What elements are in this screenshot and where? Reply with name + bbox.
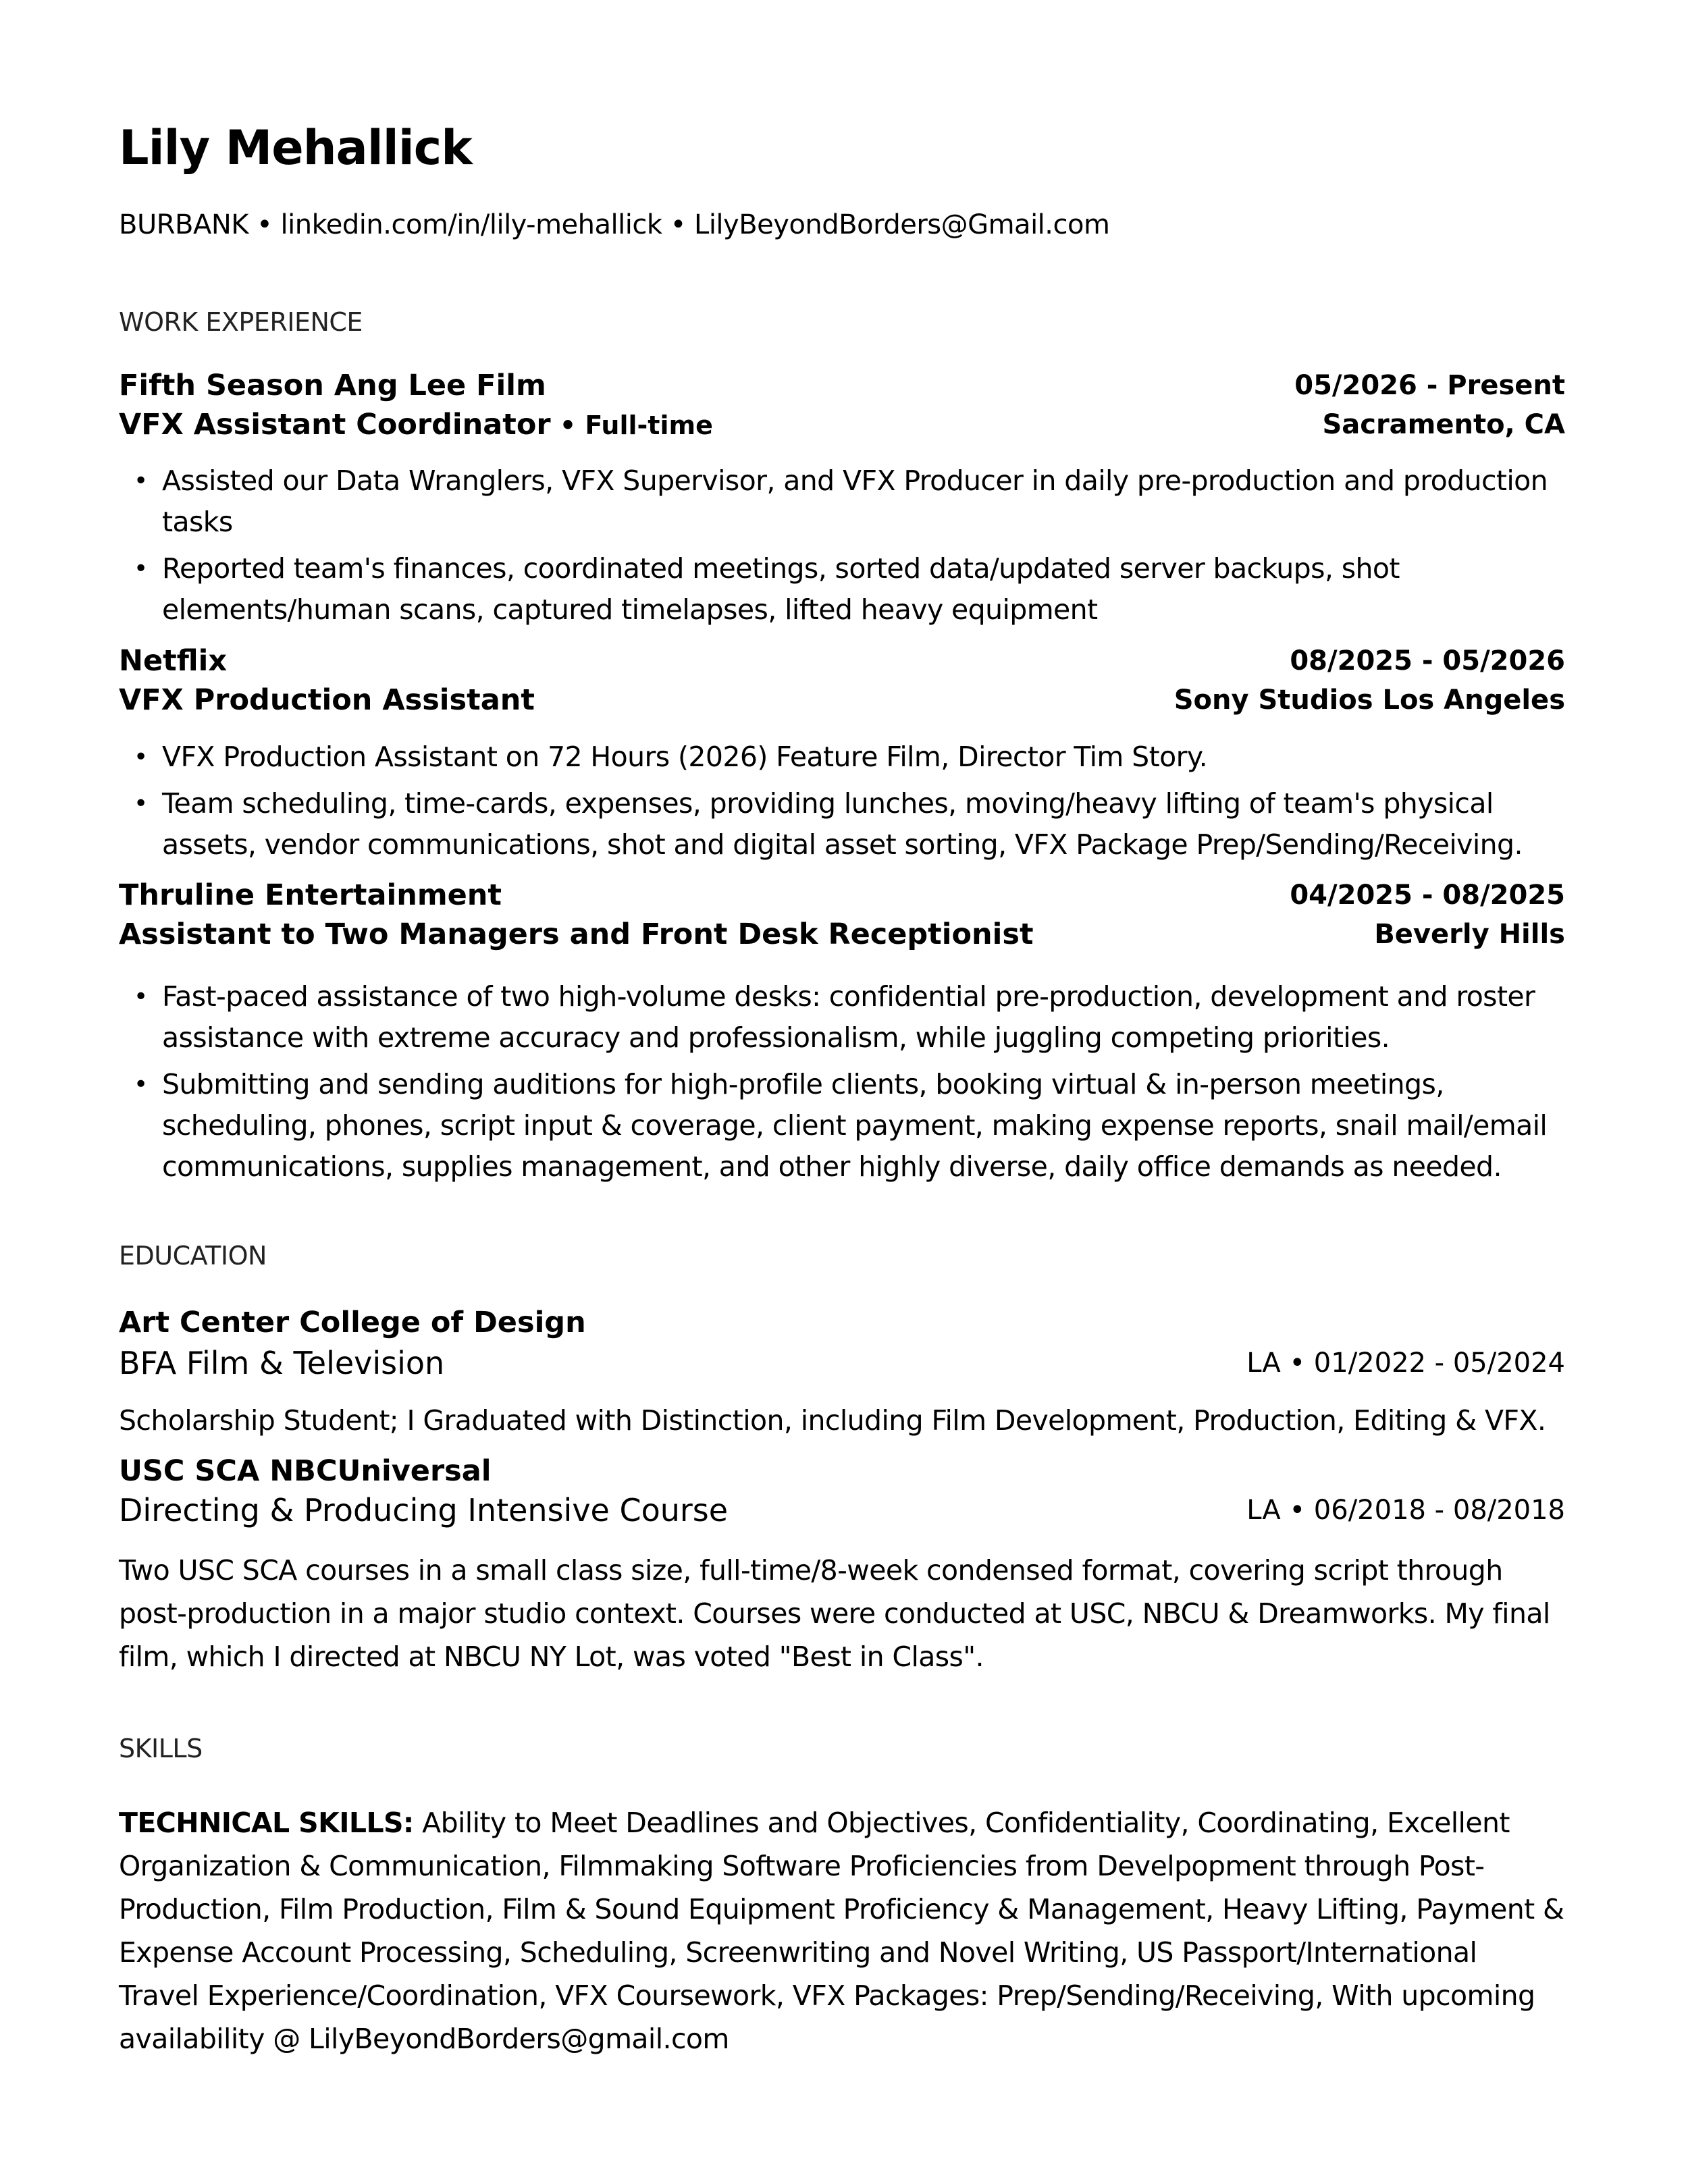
education-meta: LA • 01/2022 - 05/2024 bbox=[1246, 1348, 1565, 1379]
education-program-row bbox=[119, 1491, 1565, 1530]
job-employment-type: • Full-time bbox=[550, 410, 713, 440]
job-company: Thruline Entertainment bbox=[119, 878, 502, 912]
job-bullets bbox=[119, 737, 1565, 871]
education-school-row bbox=[119, 1451, 1565, 1491]
job-location: Sony Studios Los Angeles bbox=[1173, 685, 1565, 716]
job-bullet: • Submitting and sending auditions for high-profile clients, booking virtual & in-person meetings, scheduling, phones, script input & coverage, client payment, making expense reports, snail mail/email communications, supplies management, and other highly diverse, daily office demands as needed. bbox=[119, 1064, 1565, 1188]
skills-label: TECHNICAL SKILLS: bbox=[119, 1807, 414, 1839]
section-title-skills: SKILLS bbox=[119, 1734, 203, 1763]
job-bullet: • VFX Production Assistant on 72 Hours (2026) Feature Film, Director Tim Story. bbox=[119, 737, 1565, 778]
education-program: BFA Film & Television bbox=[119, 1345, 445, 1381]
job-bullets bbox=[119, 460, 1565, 636]
job-header-row bbox=[119, 641, 1565, 681]
job-title-group bbox=[119, 405, 713, 445]
job-location: Sacramento, CA bbox=[1322, 409, 1565, 440]
section-title-education: EDUCATION bbox=[119, 1241, 267, 1271]
education-school: USC SCA NBCUniversal bbox=[119, 1454, 492, 1488]
job-subheader-row bbox=[119, 915, 1565, 954]
skills-paragraph bbox=[119, 1801, 1565, 2060]
job-title: Assistant to Two Managers and Front Desk Receptionist bbox=[119, 917, 1034, 951]
education-meta: LA • 06/2018 - 08/2018 bbox=[1246, 1495, 1565, 1526]
job-bullets bbox=[119, 976, 1565, 1193]
job-dates: 04/2025 - 08/2025 bbox=[1290, 880, 1565, 911]
job-bullet: • Team scheduling, time-cards, expenses, providing lunches, moving/heavy lifting of team's physical assets, vendor communications, shot and digital asset sorting, VFX Package Prep/Sending/Receiving. bbox=[119, 783, 1565, 865]
job-bullet: • Assisted our Data Wranglers, VFX Supervisor, and VFX Producer in daily pre-production and production tasks bbox=[119, 460, 1565, 543]
education-school-row bbox=[119, 1303, 1565, 1342]
job-company: Netflix bbox=[119, 644, 228, 678]
candidate-name: Lily Mehallick bbox=[119, 120, 472, 176]
section-title-work: WORK EXPERIENCE bbox=[119, 307, 363, 337]
skills-text: Ability to Meet Deadlines and Objectives, Confidentiality, Coordinating, Excellent Organization & Communication, Filmmaking Software Proficiencies from Develpopment through Post-Production, Film Production, Film & Sound Equipment Proficiency & Management, Heavy Lifting, Payment & Expense Account Processing, Scheduling, Screenwriting and Novel Writing, US Passport/International Travel Experience/Coordination, VFX Coursework, VFX Packages: Prep/Sending/Receiving, With upcoming availability @ LilyBeyondBorders@gmail.com bbox=[119, 1807, 1564, 2055]
job-header-row bbox=[119, 366, 1565, 405]
education-program-row bbox=[119, 1343, 1565, 1383]
job-dates: 08/2025 - 05/2026 bbox=[1290, 645, 1565, 676]
job-company: Fifth Season Ang Lee Film bbox=[119, 369, 546, 402]
job-location: Beverly Hills bbox=[1374, 919, 1565, 950]
job-title: VFX Production Assistant bbox=[119, 683, 535, 717]
job-subheader-row bbox=[119, 405, 1565, 444]
job-header-row bbox=[119, 876, 1565, 915]
job-dates: 05/2026 - Present bbox=[1294, 370, 1565, 401]
job-bullet: • Fast-paced assistance of two high-volume desks: confidential pre-production, development and roster assistance with extreme accuracy and professionalism, while juggling competing priorities. bbox=[119, 976, 1565, 1059]
job-bullet: • Reported team's finances, coordinated meetings, sorted data/updated server backups, shot elements/human scans, captured timelapses, lifted heavy equipment bbox=[119, 548, 1565, 631]
education-description: Two USC SCA courses in a small class size, full-time/8-week condensed format, covering script through post-production in a major studio context. Courses were conducted at USC, NBCU & Dreamworks. My final film, which I directed at NBCU NY Lot, was voted "Best in Class". bbox=[119, 1554, 1550, 1673]
contact-line: BURBANK • linkedin.com/in/lily-mehallick • LilyBeyondBorders@Gmail.com bbox=[119, 209, 1110, 240]
education-description: Scholarship Student; I Graduated with Distinction, including Film Development, Production, Editing & VFX. bbox=[119, 1404, 1546, 1437]
job-subheader-row bbox=[119, 681, 1565, 720]
job-title: VFX Assistant Coordinator bbox=[119, 408, 551, 442]
education-school: Art Center College of Design bbox=[119, 1306, 586, 1339]
education-program: Directing & Producing Intensive Course bbox=[119, 1492, 729, 1528]
